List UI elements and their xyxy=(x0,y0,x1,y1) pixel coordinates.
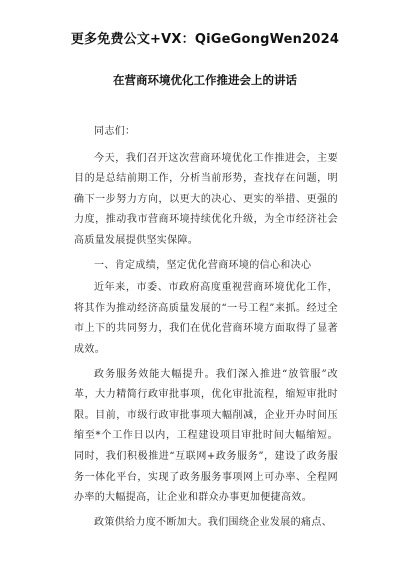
paragraph-intro: 今天，我们召开这次营商环境优化工作推进会，主要目的是总结前期工作，分析当前形势，查找存在问题，明确下一步努力方向，以更大的决心、更实的举措、更强的力度，推动我市营商环境持续优化升级，为全市经济社会高质量发展提供坚实保障。 xyxy=(74,152,338,246)
section-heading-1: 一、肯定成绩，坚定优化营商环境的信心和决心 xyxy=(94,259,312,271)
paragraph-achievements: 近年来，市委、市政府高度重视营商环境优化工作，将其作为推动经济高质量发展的“一号工程”来抓。经过全市上下的共同努力，我们在优化营商环境方面取得了显著成效。 xyxy=(74,282,338,355)
promo-banner: 更多免费公文+VX：QiGeGongWen2024 xyxy=(70,32,340,47)
paragraph-policy-supply: 政策供给力度不断加大。我们围绕企业发展的痛点、 xyxy=(94,516,333,528)
document-body xyxy=(74,122,338,537)
paragraph-government-services: 政务服务效能大幅提升。我们深入推进“放管服”改革，大力精简行政审批事项，优化审批流程，缩短审批时限。目前，市级行政审批事项大幅削减，企业开办时间压缩至*个工作日以内，工程建设项目审批时间大幅缩短。同时，我们积极推进“互联网+政务服务”，建设了政务服务一体化平台，实现了政务服务事项网上可办率、全程网办率的大幅提高，让企业和群众办事更加便捷高效。 xyxy=(74,368,338,504)
document-title: 在营商环境优化工作推进会上的讲话 xyxy=(113,73,297,87)
salutation: 同志们： xyxy=(94,126,136,137)
